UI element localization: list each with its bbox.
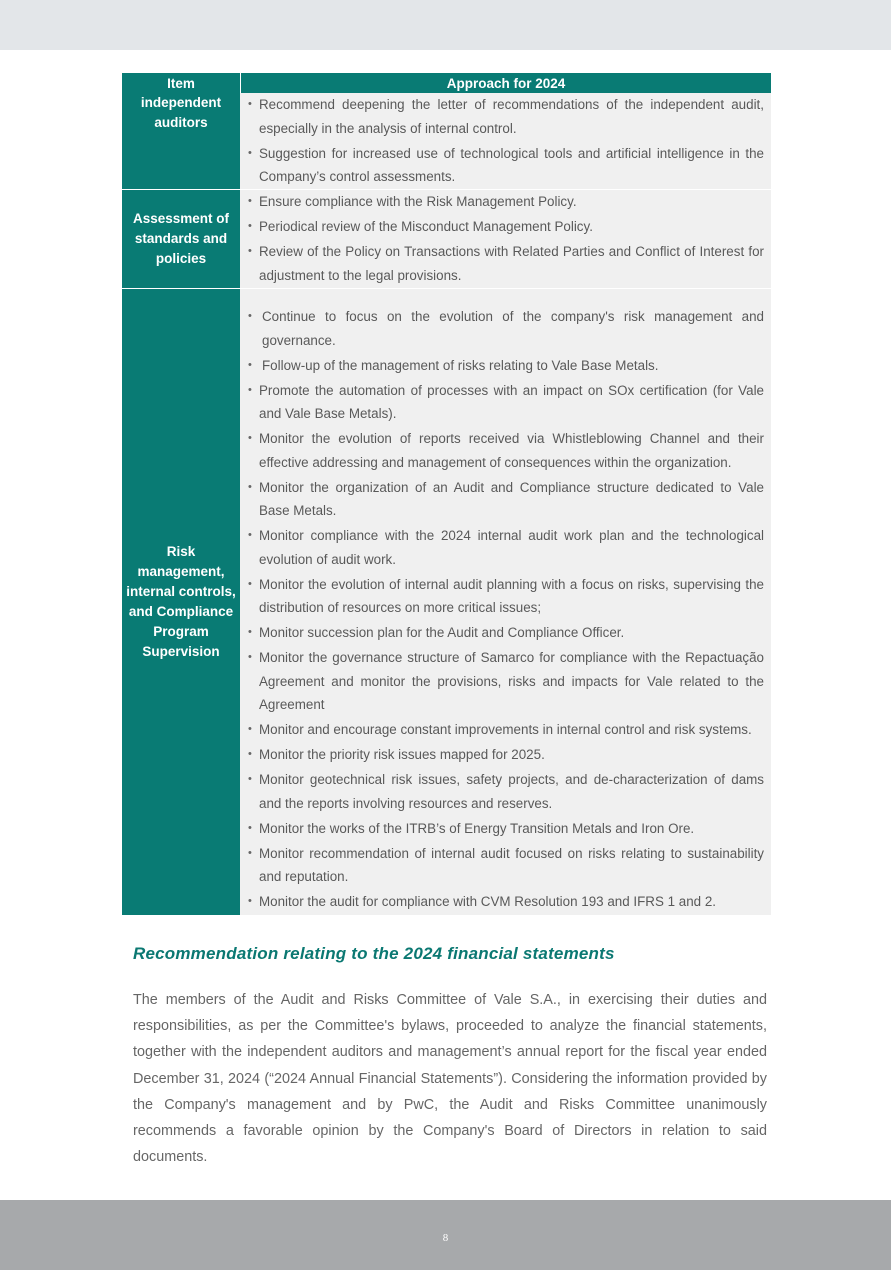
list-item: • Monitor the audit for compliance with CVM Resolution 193 and IFRS 1 and 2. <box>248 890 764 914</box>
table-header <box>122 73 771 93</box>
table-row <box>122 288 771 915</box>
list-item: • Monitor the priority risk issues mapped for 2025. <box>248 743 764 767</box>
list-item: • Recommend deepening the letter of recommendations of the independent audit, especially in the analysis of internal control. <box>248 93 764 140</box>
list-item: • Monitor and encourage constant improvements in internal control and risk systems. <box>248 718 764 742</box>
list-item: • Continue to focus on the evolution of the company's risk management and governance. <box>248 305 764 352</box>
row-approach <box>240 289 771 915</box>
top-band <box>0 0 891 50</box>
list-item: • Monitor the evolution of reports received via Whistleblowing Channel and their effective addressing and management of consequences within the organization. <box>248 427 764 474</box>
list-item: • Suggestion for increased use of technological tools and artificial intelligence in the Company’s control assessments. <box>248 142 764 189</box>
header-approach: Approach for 2024 <box>240 73 771 93</box>
table-row <box>122 189 771 288</box>
row-item-label: Risk management, internal controls, and Compliance Program Supervision <box>122 289 240 915</box>
list-item: • Monitor geotechnical risk issues, safety projects, and de-characterization of dams and the reports involving resources and reserves. <box>248 768 764 815</box>
list-item: • Monitor succession plan for the Audit and Compliance Officer. <box>248 621 764 645</box>
list-item: • Monitor compliance with the 2024 internal audit work plan and the technological evolution of audit work. <box>248 524 764 571</box>
list-item: • Review of the Policy on Transactions with Related Parties and Conflict of Interest for adjustment to the legal provisions. <box>248 240 764 287</box>
row-approach <box>240 190 771 288</box>
body-paragraph: The members of the Audit and Risks Committee of Vale S.A., in exercising their duties and responsibilities, as per the Committee's bylaws, proceeded to analyze the financial statements, together with the independent auditors and management’s annual report for the fiscal year ended December 31, 2024 (“2024 Annual Financial Statements”). Considering the information provided by the Company's management and by PwC, the Audit and Risks Committee unanimously recommends a favorable opinion by the Company's Board of Directors in relation to said documents. <box>133 992 767 1166</box>
list-item: • Monitor recommendation of internal audit focused on risks relating to sustainability and reputation. <box>248 842 764 889</box>
list-item: • Monitor the works of the ITRB’s of Energy Transition Metals and Iron Ore. <box>248 817 764 841</box>
list-item: • Monitor the evolution of internal audit planning with a focus on risks, supervising the distribution of resources on more critical issues; <box>248 573 764 620</box>
list-item: • Monitor the governance structure of Samarco for compliance with the Repactuação Agreement and monitor the provisions, risks and impacts for Vale related to the Agreement <box>248 646 764 717</box>
row-item-label: independent auditors <box>122 93 240 189</box>
list-item: • Monitor the organization of an Audit and Compliance structure dedicated to Vale Base Metals. <box>248 476 764 523</box>
row-item-label: Assessment of standards and policies <box>122 190 240 288</box>
table-row <box>122 93 771 189</box>
list-item: • Ensure compliance with the Risk Management Policy. <box>248 190 764 214</box>
page-number: 8 <box>442 1232 449 1244</box>
header-item: Item <box>167 75 195 91</box>
approach-table <box>122 73 771 915</box>
list-item: • Follow-up of the management of risks relating to Vale Base Metals. <box>248 354 764 378</box>
section-title: Recommendation relating to the 2024 financial statements <box>133 944 615 963</box>
list-item: • Promote the automation of processes with an impact on SOx certification (for Vale and Vale Base Metals). <box>248 379 764 426</box>
row-approach <box>240 93 771 189</box>
list-item: • Periodical review of the Misconduct Management Policy. <box>248 215 764 239</box>
